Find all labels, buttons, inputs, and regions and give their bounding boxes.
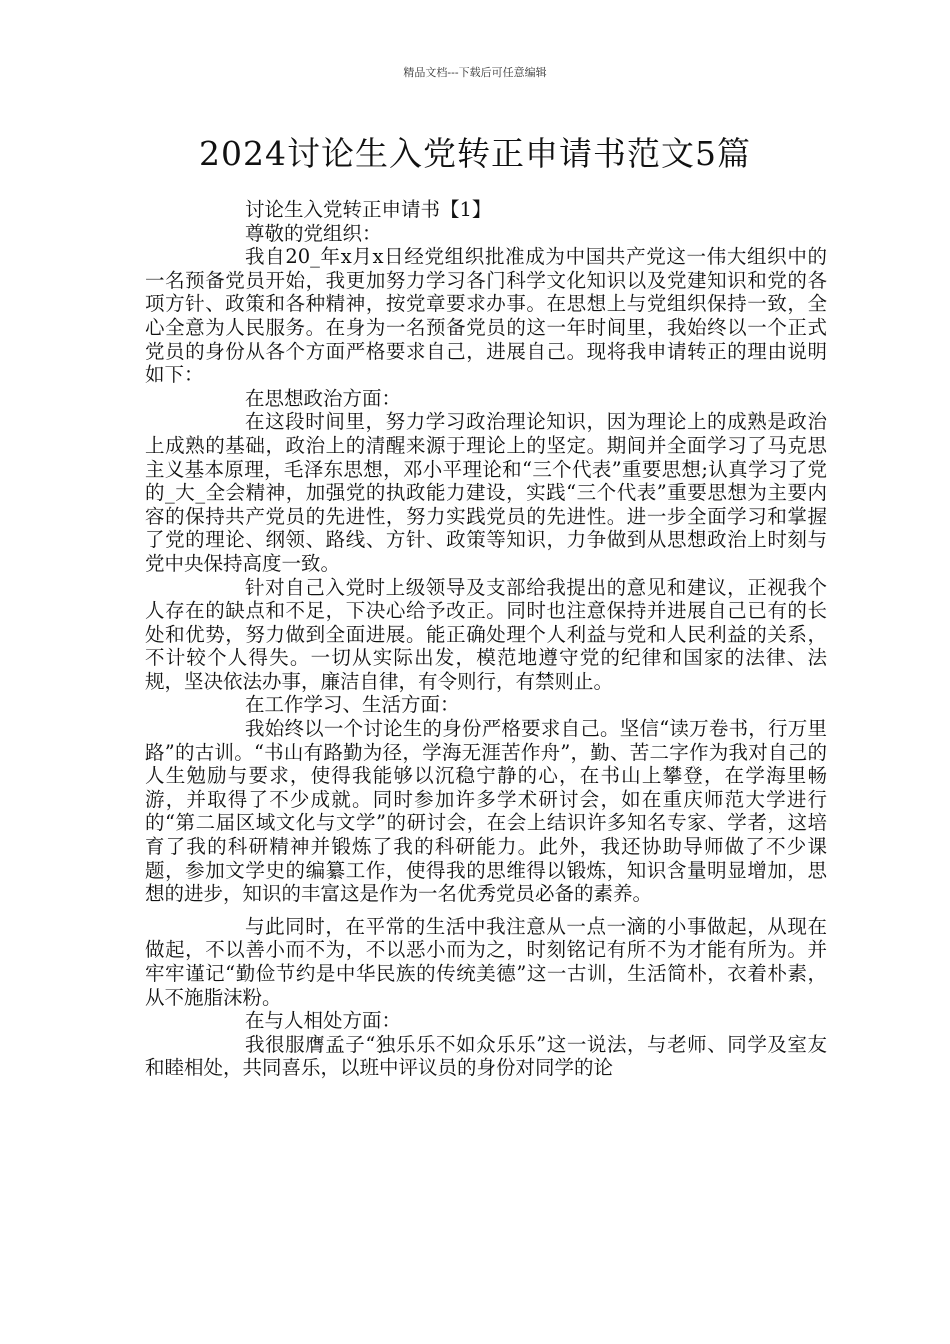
paragraph-intro: 我自20_年x月x日经党组织批准成为中国共产党这一伟大组织中的一名预备党员开始，我更加努力学习各门科学文化知识以及党建知识和党的各项方针、政策和各种精神，按党章要求办事。在思想上与党组织保持一致，全心全意为人民服务。在身为一名预备党员的这一年时间里，我始终以一个正式党员的身份从各个方面严格要求自己，进展自己。现将我申请转正的理由说明如下：	[145, 245, 827, 387]
subheading-relations: 在与人相处方面：	[245, 1009, 402, 1033]
document-title: 2024讨论生入党转正申请书范文5篇	[199, 134, 751, 173]
paragraph-daily-life: 与此同时，在平常的生活中我注意从一点一滴的小事做起，从现在做起，不以善小而不为，不以恶小而为之，时刻铭记有所不为才能有所为。并牢牢谨记“勤俭节约是中华民族的传统美德”这一古训，生活简朴，衣着朴素，从不施脂沫粉。	[145, 914, 827, 1009]
paragraph-ideology: 在这段时间里，努力学习政治理论知识，因为理论上的成熟是政治上成熟的基础，政治上的清醒来源于理论上的坚定。期间并全面学习了马克思主义基本原理，毛泽东思想，邓小平理论和“三个代表”重要思想;认真学习了党的_大_全会精神，加强党的执政能力建设，实践“三个代表”重要思想为主要内容的保持共产党员的先进性，努力实践党员的先进性。进一步全面学习和掌握了党的理论、纲领、路线、方针、政策等知识，力争做到从思想政治上时刻与党中央保持高度一致。	[145, 410, 827, 575]
salutation: 尊敬的党组织：	[245, 221, 382, 245]
subheading-work-study: 在工作学习、生活方面：	[245, 693, 460, 717]
paragraph-work-study: 我始终以一个讨论生的身份严格要求自己。坚信“读万卷书，行万里路”的古训。“书山有路勤为径，学海无涯苦作舟”，勤、苦二字作为我对自己的人生勉励与要求，使得我能够以沉稳宁静的心，在书山上攀登，在学海里畅游，并取得了不少成就。同时参加许多学术研讨会，如在重庆师范大学进行的“第二届区域文化与文学”的研讨会，在会上结识许多知名专家、学者，这培育了我的科研精神并锻炼了我的科研能力。此外，我还协助导师做了不少课题，参加文学史的编纂工作，使得我的思维得以锻炼，知识含量明显增加，思想的进步，知识的丰富这是作为一名优秀党员必备的素养。	[145, 717, 827, 906]
document-body	[145, 198, 827, 1080]
header-note: 精品文档---下载后可任意编辑	[403, 66, 547, 79]
paragraph-self-improvement: 针对自己入党时上级领导及支部给我提出的意见和建议，正视我个人存在的缺点和不足，下决心给予改正。同时也注意保持并进展自己已有的长处和优势，努力做到全面进展。能正确处理个人利益与党和人民利益的关系，不计较个人得失。一切从实际出发，模范地遵守党的纪律和国家的法律、法规，坚决依法办事，廉洁自律，有令则行，有禁则止。	[145, 575, 827, 693]
paragraph-relations: 我很服膺孟子“独乐乐不如众乐乐”这一说法，与老师、同学及室友和睦相处，共同喜乐，以班中评议员的身份对同学的论	[145, 1032, 827, 1080]
subheading-ideology: 在思想政治方面：	[245, 386, 402, 410]
section-heading: 讨论生入党转正申请书【1】	[245, 198, 492, 221]
